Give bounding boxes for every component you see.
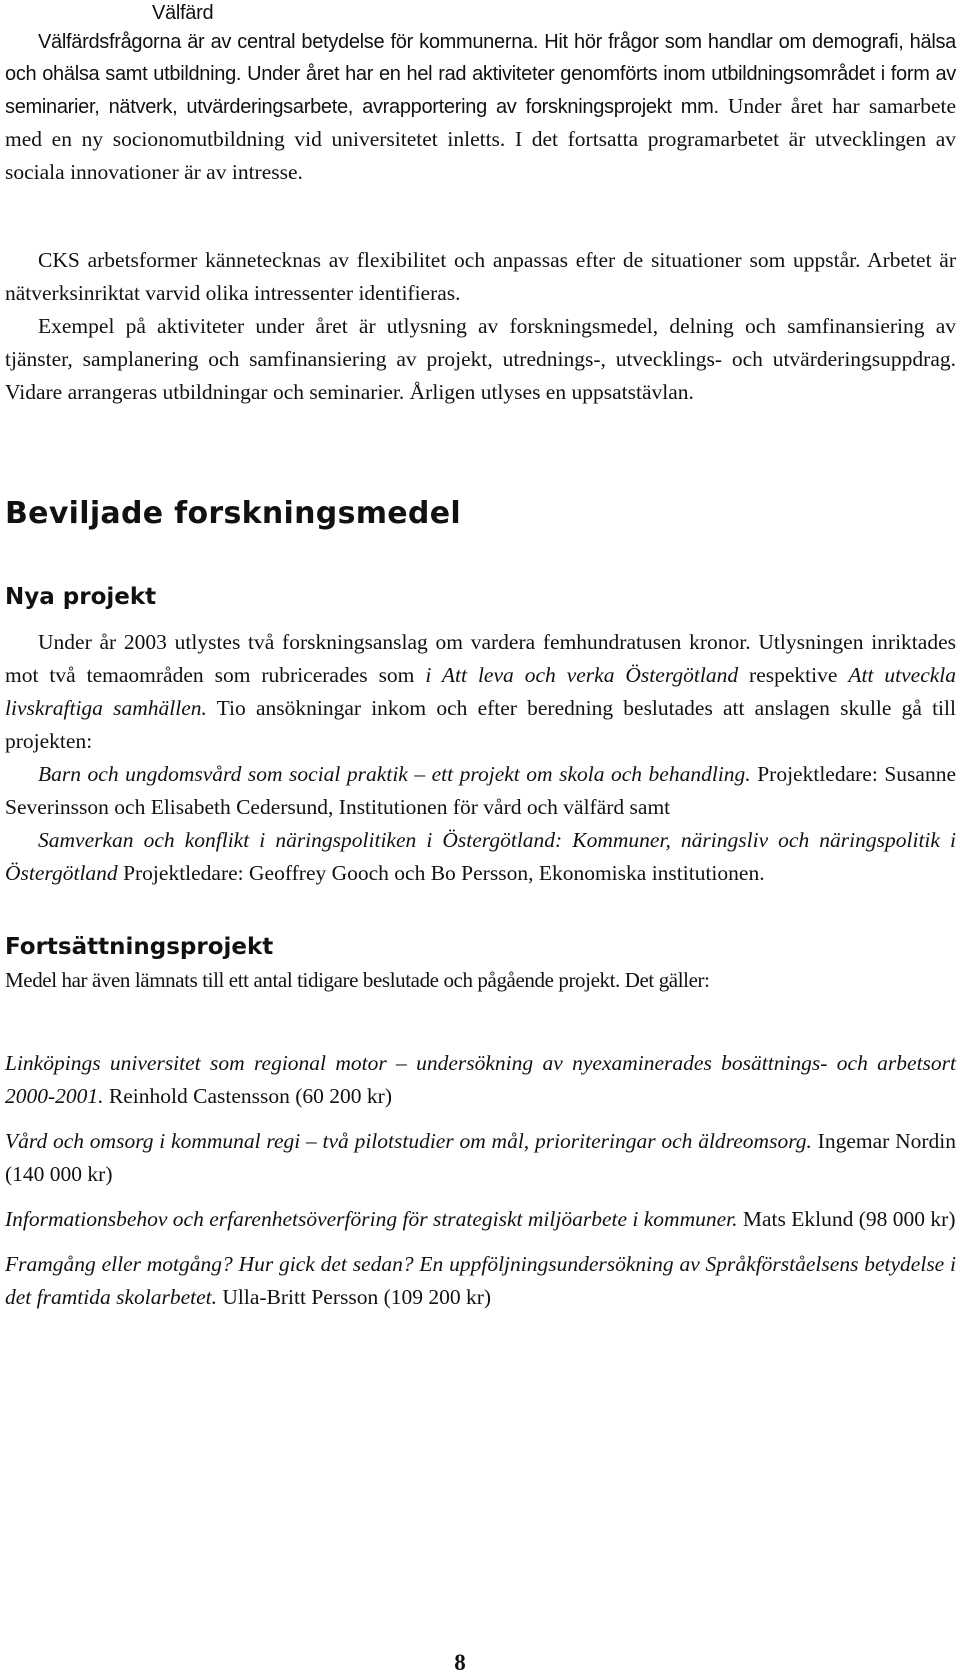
intro-paragraph: [0, 26, 960, 189]
continuing-project-3-title: Informationsbehov och erfarenhetsöverföring för strategiskt miljöarbete i kommuner.: [5, 1207, 738, 1231]
continuing-project-1: [0, 1047, 960, 1113]
intro-text-part2: Under året har samarbete med en ny socionomutbildning vid universitetet inletts. I det fortsatta programarbetet är utvecklingen av sociala innovationer är av intresse.: [5, 94, 956, 184]
nya-intro-b: respektive: [738, 663, 849, 687]
project-1: [0, 758, 960, 824]
continuing-project-3-rest: Mats Eklund (98 000 kr): [737, 1207, 956, 1231]
theme-1: i Att leva och verka Östergötland: [425, 663, 739, 687]
nya-intro-a: Under år 2003 utlystes två forskningsanslag om vardera femhundratusen kronor. Utlysningen inriktades mot två temaområden som rubricerades som: [5, 630, 956, 687]
heading-beviljade-forskningsmedel: Beviljade forskningsmedel: [5, 496, 461, 531]
nya-projekt-section: [0, 584, 960, 610]
fortsattning-intro: Medel har även lämnats till ett antal tidigare beslutade och pågående projekt. Det gäller:: [5, 968, 710, 992]
main-heading-wrap: [0, 496, 960, 531]
cks-paragraph-1: CKS arbetsformer kännetecknas av flexibilitet och anpassas efter de situationer som uppstår. Arbetet är nätverksinriktat varvid olika intressenter identifieras.: [5, 248, 956, 305]
page-number: 8: [454, 1650, 466, 1675]
continuing-project-2-title: Vård och omsorg i kommunal regi – två pilotstudier om mål, prioriteringar och äldreomsorg.: [5, 1129, 812, 1153]
heading-nya-projekt: Nya projekt: [5, 584, 157, 610]
continuing-project-4-title: Framgång eller motgång? Hur gick det sedan? En uppföljningsundersökning av Språkförståelsens betydelse i det framtida skolarbetet.: [5, 1252, 956, 1309]
continuing-project-1-rest: Reinhold Castensson (60 200 kr): [103, 1084, 392, 1108]
intro-text-part1: Välfärdsfrågorna är av central betydelse för kommunerna. Hit hör frågor som handlar om demografi, hälsa och ohälsa samt utbildning. Under året har en hel rad aktiviteter genomförts inom utbildningsområdet i form av seminarier, nätverk, utvärderingsarbete, avrapportering av forskningsprojekt mm.: [5, 31, 956, 118]
continuing-project-3: [0, 1203, 960, 1236]
heading-fortsattningsprojekt: Fortsättningsprojekt: [5, 934, 274, 960]
cks-section: [0, 244, 960, 409]
project-2-leaders: Projektledare: Geoffrey Gooch och Bo Persson, Ekonomiska institutionen.: [117, 861, 765, 885]
continuing-project-2: [0, 1125, 960, 1191]
nya-intro-c: Tio ansökningar inkom och efter beredning beslutades att anslagen skulle gå till projekten:: [5, 696, 956, 753]
fortsattning-list: [0, 1047, 960, 1314]
fortsattning-section: [0, 934, 960, 997]
intro-section: [0, 0, 960, 189]
nya-projekt-body: [0, 626, 960, 890]
theme-2: Att utveckla livskraftiga samhällen.: [5, 663, 957, 720]
continuing-project-4: [0, 1248, 960, 1314]
nya-projekt-intro: [0, 626, 960, 758]
cks-paragraph-2: Exempel på aktiviteter under året är utlysning av forskningsmedel, delning och samfinansiering av tjänster, samplanering och samfinansiering av projekt, utrednings-, utvecklings- och utvärderingsuppdrag. Vidare arrangeras utbildningar och seminarier. Årligen utlyses en uppsatstävlan.: [5, 314, 956, 404]
project-1-title: Barn och ungdomsvård som social praktik – ett projekt om skola och behandling.: [38, 762, 751, 786]
continuing-project-2-rest: Ingemar Nordin (140 000 kr): [5, 1129, 956, 1186]
continuing-project-4-rest: Ulla-Britt Persson (109 200 kr): [217, 1285, 492, 1309]
continuing-project-1-title: Linköpings universitet som regional motor – undersökning av nyexaminerades bosättnings- och arbetsort 2000-2001.: [5, 1051, 956, 1108]
project-2: [0, 824, 960, 890]
project-1-leaders: Projektledare: Susanne Severinsson och Elisabeth Cedersund, Institutionen för vård och välfärd samt: [5, 762, 956, 819]
project-2-title: Samverkan och konflikt i näringspolitiken i Östergötland: Kommuner, näringsliv och näringspolitik i Östergötland: [5, 828, 956, 885]
section-title-valfard: Välfärd: [152, 2, 214, 24]
